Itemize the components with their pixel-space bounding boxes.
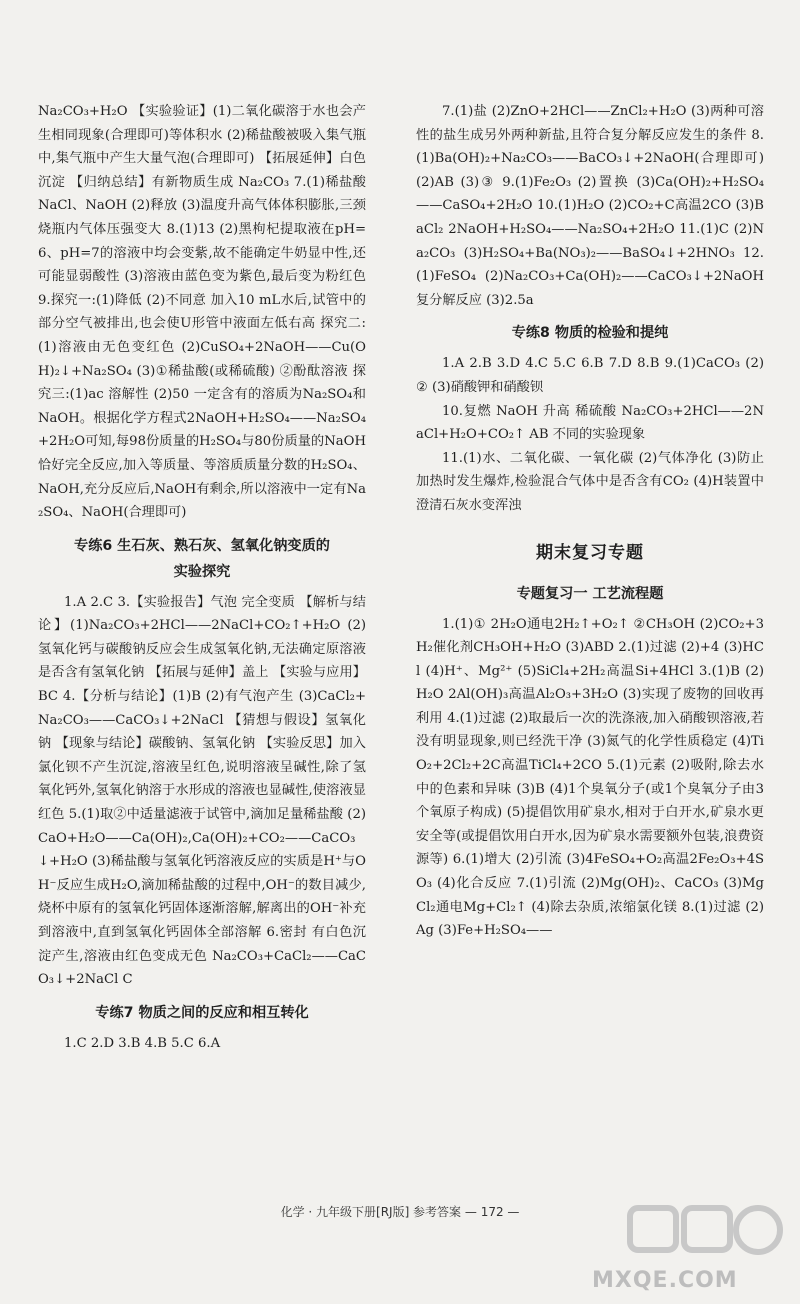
right-paragraph-1: 7.(1)盐 (2)ZnO+2HCl——ZnCl₂+H₂O (3)两种可溶性的盐生成另外两种新盐,且符合复分解反应发生的条件 8.(1)Ba(OH)₂+Na₂CO₃——BaCO₃↓+2NaOH(合理即可) (2)AB (3)③ 9.(1)Fe₂O₃ (2)置换 (3)Ca(OH)₂+H₂SO₄——CaSO₄+2H₂O 10.(1)H₂O (2)CO₂+C高温2CO (3)BaCl₂ 2NaOH+H₂SO₄——Na₂SO₄+2H₂O 11.(1)C (2)Na₂CO₃ (3)H₂SO₄+Ba(NO₃)₂——BaSO₄↓+2HNO₃ 12.(1)FeSO₄ (2)Na₂CO₃+Ca(OH)₂——CaCO₃↓+2NaOH 复分解反应 (3)2.5a xyxy=(416,104,769,308)
right-column xyxy=(416,100,769,943)
watermark-text: MXQE.COM xyxy=(592,1268,738,1293)
topic-review-heading: 专题复习一 工艺流程题 xyxy=(516,585,664,602)
right-paragraph-2: 1.A 2.B 3.D 4.C 5.C 6.B 7.D 8.B 9.(1)CaCO₃ (2)② (3)硝酸钾和硝酸钡 xyxy=(416,356,764,395)
left-paragraph-2: 1.A 2.C 3.【实验报告】气泡 完全变质 【解析与结论】(1)Na₂CO₃+2HCl——2NaCl+CO₂↑+H₂O (2)氢氧化钙与碳酸钠反应会生成氢氧化钠,无法确定原溶液是否含有氢氧化钠 【拓展与延伸】盖上 【实验与应用】BC 4.【分析与结论】(1)B (2)有气泡产生 (3)CaCl₂+Na₂CO₃——CaCO₃↓+2NaCl 【猜想与假设】氢氧化钠 【现象与结论】碳酸钠、氢氧化钠 【实验反思】加入氯化钡不产生沉淀,溶液呈红色,说明溶液呈碱性,除了氢氧化钙外,氢氧化钠溶于水形成的溶液也显碱性,使溶液显红色 5.(1)取②中适量滤液于试管中,滴加足量稀盐酸 (2)CaO+H₂O——Ca(OH)₂,Ca(OH)₂+CO₂——CaCO₃↓+H₂O (3)稀盐酸与氢氧化钙溶液反应的实质是H⁺与OH⁻反应生成H₂O,滴加稀盐酸的过程中,OH⁻的数目减少,烧杯中原有的氢氧化钙固体逐渐溶解,解离出的OH⁻补充到溶液中,直到氢氧化钙固体全部溶解 6.密封 有白色沉淀产生,溶液由红色变成无色 Na₂CO₃+CaCl₂——CaCO₃↓+2NaCl C xyxy=(38,594,366,988)
left-paragraph-3: 1.C 2.D 3.B 4.B 5.C 6.A xyxy=(64,1035,221,1051)
left-column xyxy=(38,100,371,1055)
section-heading-7: 专练7 物质之间的反应和相互转化 xyxy=(95,1004,309,1021)
page-footer: 化学 · 九年级下册[RJ版] 参考答案 — 172 — xyxy=(280,1205,520,1219)
section-heading-6 xyxy=(38,533,366,585)
section-heading-8: 专练8 物质的检验和提纯 xyxy=(511,325,669,342)
section-heading-6-line1: 专练6 生石灰、熟石灰、氢氧化钠变质的 xyxy=(74,537,330,554)
left-paragraph-1: Na₂CO₃+H₂O 【实验验证】(1)二氧化碳溶于水也会产生相同现象(合理即可)等体积水 (2)稀盐酸被吸入集气瓶中,集气瓶中产生大量气泡(合理即可) 【拓展延伸】白色沉淀 【归纳总结】有新物质生成 Na₂CO₃ 7.(1)稀盐酸 NaCl、NaOH (2)释放 (3)温度升高气体体积膨胀,三颈烧瓶内气体压强变大 8.(1)13 (2)黑枸杞提取液在pH=6、pH=7的溶液中均会变紫,故不能确定牛奶显中性,还可能显弱酸性 (3)溶液由蓝色变为紫色,最后变为粉红色 9.探究一:(1)降低 (2)不同意 加入10 mL水后,试管中的部分空气被排出,也会使U形管中液面左低右高 探究二:(1)溶液由无色变红色 (2)CuSO₄+2NaOH——Cu(OH)₂↓+Na₂SO₄ (3)①稀盐酸(或稀硫酸) ②酚酞溶液 探究三:(1)ac 溶解性 (2)50 一定含有的溶质为Na₂SO₄和NaOH。根据化学方程式2NaOH+H₂SO₄——Na₂SO₄+2H₂O可知,每98份质量的H₂SO₄与80份质量的NaOH恰好完全反应,加入等质量、等溶质质量分数的H₂SO₄、NaOH,充分反应后,NaOH有剩余,所以溶液中一定有Na₂SO₄、NaOH(合理即可) xyxy=(38,104,371,521)
section-heading-6-line2: 实验探究 xyxy=(173,563,231,580)
right-paragraph-3: 10.复燃 NaOH 升高 稀硫酸 Na₂CO₃+2HCl——2NaCl+H₂O+CO₂↑ AB 不同的实验现象 xyxy=(416,403,764,443)
final-review-title: 期末复习专题 xyxy=(536,542,644,563)
right-paragraph-5: 1.(1)① 2H₂O通电2H₂↑+O₂↑ ②CH₃OH (2)CO₂+3H₂催化剂CH₃OH+H₂O (3)ABD 2.(1)过滤 (2)+4 (3)HCl (4)H⁺、Mg²⁺ (5)SiCl₄+2H₂高温Si+4HCl 3.(1)B (2)H₂O 2Al(OH)₃高温Al₂O₃+3H₂O (3)实现了废物的回收再利用 4.(1)过滤 (2)取最后一次的洗涤液,加入硝酸钡溶液,若没有明显现象,则已经洗干净 (3)氮气的化学性质稳定 (4)TiO₂+2Cl₂+2C高温TiCl₄+2CO 5.(1)元素 (2)吸附,除去水中的色素和异味 (3)B (4)1个臭氧分子(或1个臭氧分子由3个氧原子构成) (5)提倡饮用矿泉水,相对于白开水,矿泉水更安全等(或提倡饮用白开水,因为矿泉水需要额外包装,浪费资源等) 6.(1)增大 (2)引流 (3)4FeSO₄+O₂高温2Fe₂O₃+4SO₃ (4)化合反应 7.(1)引流 (2)Mg(OH)₂、CaCO₃ (3)MgCl₂通电Mg+Cl₂↑ (4)除去杂质,浓缩氯化镁 8.(1)过滤 (2)Ag (3)Fe+H₂SO₄—— xyxy=(416,616,764,939)
right-paragraph-4: 11.(1)水、二氧化碳、一氧化碳 (2)气体净化 (3)防止加热时发生爆炸,检验混合气体中是否含有CO₂ (4)H装置中澄清石灰水变浑浊 xyxy=(416,450,764,513)
